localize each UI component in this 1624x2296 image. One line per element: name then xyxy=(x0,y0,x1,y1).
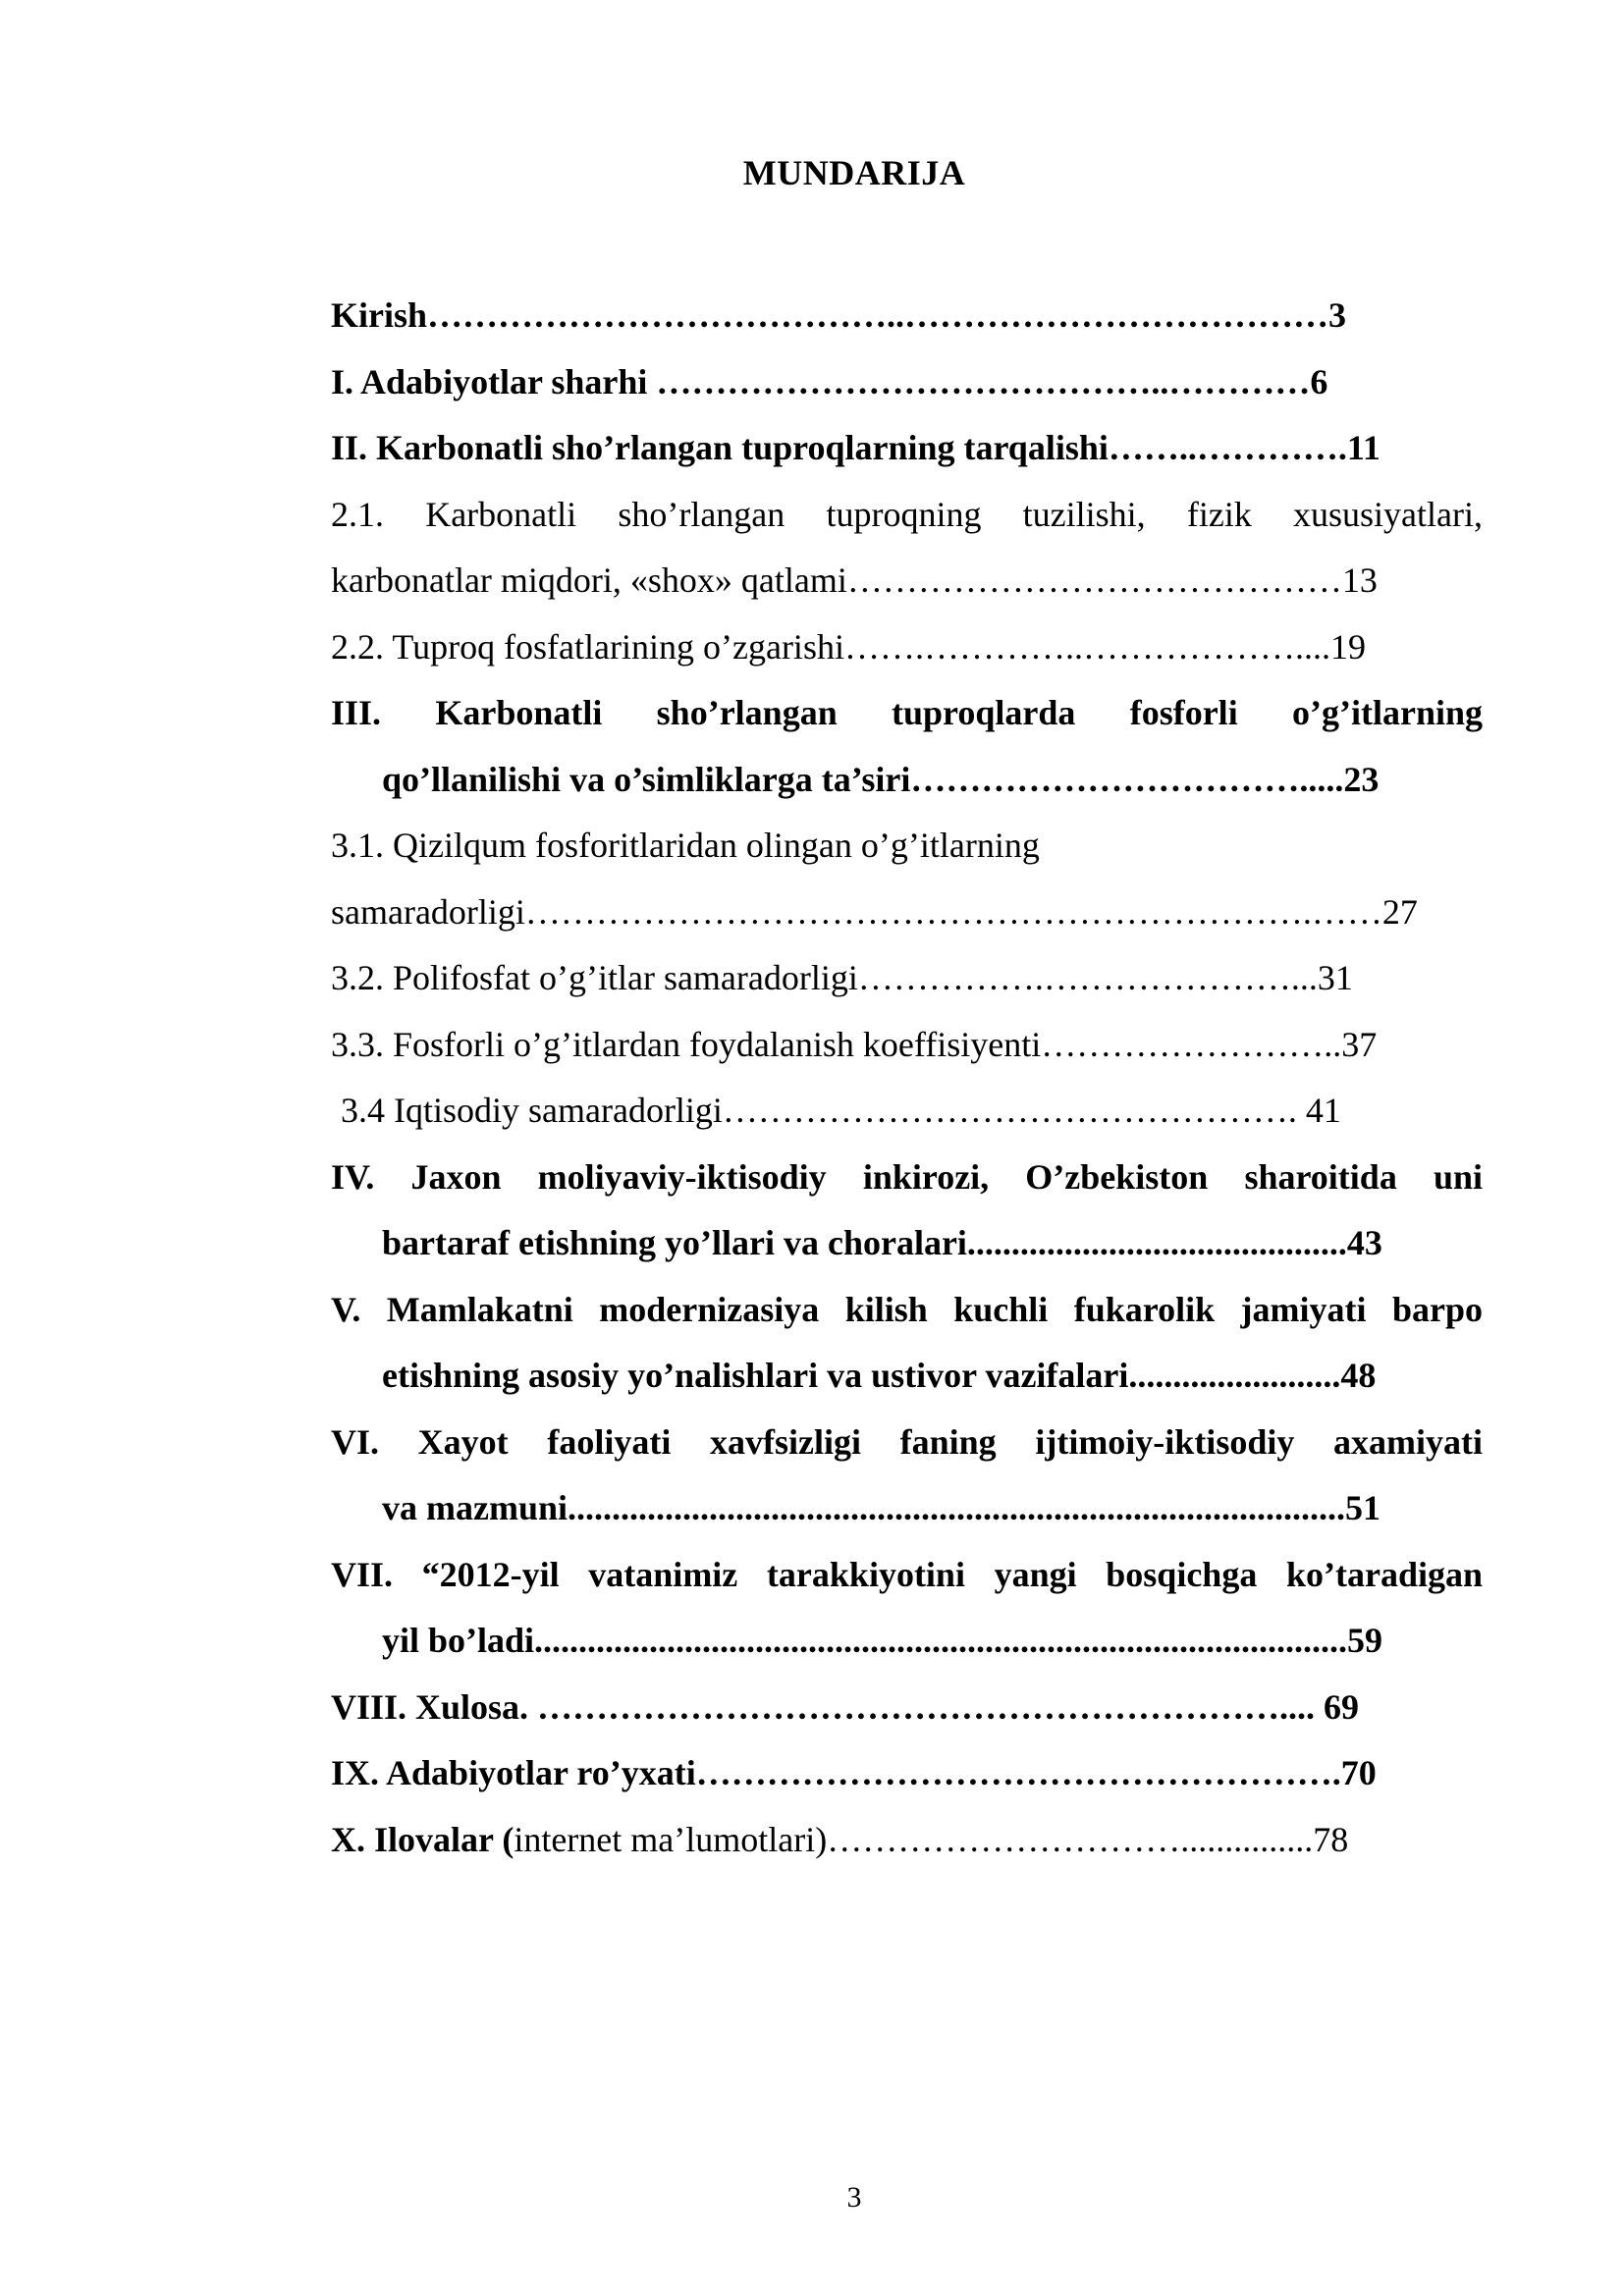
toc-entry-2-1-line1: 2.1. Karbonatli sho’rlangan tuproqning tuzilishi, fizik xususiyatlari, xyxy=(331,494,1483,534)
toc-entry-chapter-3-line2: qo’llanilishi va o’simliklarga ta’siri…………………………….....23 xyxy=(382,759,1380,799)
toc-entry-3-3: 3.3. Fosforli o’g’itlardan foydalanish koeffisiyenti……………………..37 xyxy=(331,1024,1378,1064)
toc-entry-adabiyotlar-royxati: IX. Adabiyotlar ro’yxati……………………………………………….70 xyxy=(331,1753,1377,1792)
toc-entry-kirish: Kirish…………………………………..………………………………3 xyxy=(331,295,1347,335)
toc-entry-chapter-3-line1: III. Karbonatli sho’rlangan tuproqlarda fosforli o’g’itlarning xyxy=(331,693,1483,732)
toc-entry-chapter-7-line1: VII. “2012-yil vatanimiz tarakkiyotini yangi bosqichga ko’taradigan xyxy=(331,1554,1483,1594)
toc-entry-3-4: 3.4 Iqtisodiy samaradorligi…………………………………………. 41 xyxy=(341,1091,1341,1130)
toc-entry-ilovalar-label: X. Ilovalar ( xyxy=(331,1819,514,1859)
toc-entry-chapter-7-line2: yil bo’ladi............................................................................................59 xyxy=(382,1621,1383,1660)
toc-entry-3-1-line2: samaradorligi………………………………………………………….……27 xyxy=(331,891,1418,932)
toc-entry-chapter-4-line2: bartaraf etishning yo’llari va choralari...........................................43 xyxy=(382,1223,1382,1262)
toc-entry-chapter-4-line1: IV. Jaxon moliyaviy-iktisodiy inkirozi, O’zbekiston sharoitida uni xyxy=(331,1156,1483,1197)
toc-entry-ilovalar-detail: internet ma’lumotlari)…………………………...............78 xyxy=(514,1819,1349,1859)
toc-entry-3-1-line1: 3.1. Qizilqum fosforitlaridan olingan o’g’itlarning xyxy=(331,826,1040,865)
toc-entry-ilovalar xyxy=(331,1807,1483,1874)
toc-entry-adabiyotlar-sharhi: I. Adabiyotlar sharhi ……………………………………..…………6 xyxy=(331,361,1328,401)
toc-entry-chapter-6-line2: va mazmuni........................................................................................51 xyxy=(382,1488,1380,1527)
toc-entry-2-2: 2.2. Tuproq fosfatlarining o’zgarishi…….…………..………………....19 xyxy=(331,626,1366,667)
toc-entry-2-1-line2: karbonatlar miqdori, «shox» qatlami……………………………………13 xyxy=(331,561,1378,600)
page-number: 3 xyxy=(846,2181,862,2214)
toc-entry-3-2: 3.2. Polifosfat o’g’itlar samaradorligi…………….…………………...31 xyxy=(331,958,1353,997)
toc-entry-chapter-2: II. Karbonatli sho’rlangan tuproqlarning tarqalishi……..………….11 xyxy=(331,428,1380,467)
toc-entry-chapter-5-line2: etishning asosiy yo’nalishlari va ustivor vazifalari........................48 xyxy=(382,1356,1377,1395)
page-title: MUNDARIJA xyxy=(742,153,966,192)
table-of-contents xyxy=(331,283,1483,1873)
toc-entry-xulosa: VIII. Xulosa. ……………………………………………………….... 69 xyxy=(331,1686,1360,1727)
toc-entry-chapter-6-line1: VI. Xayot faoliyati xavfsizligi faning ijtimoiy-iktisodiy axamiyati xyxy=(331,1421,1483,1462)
toc-entry-chapter-5-line1: V. Mamlakatni modernizasiya kilish kuchli fukarolik jamiyati barpo xyxy=(331,1289,1483,1329)
